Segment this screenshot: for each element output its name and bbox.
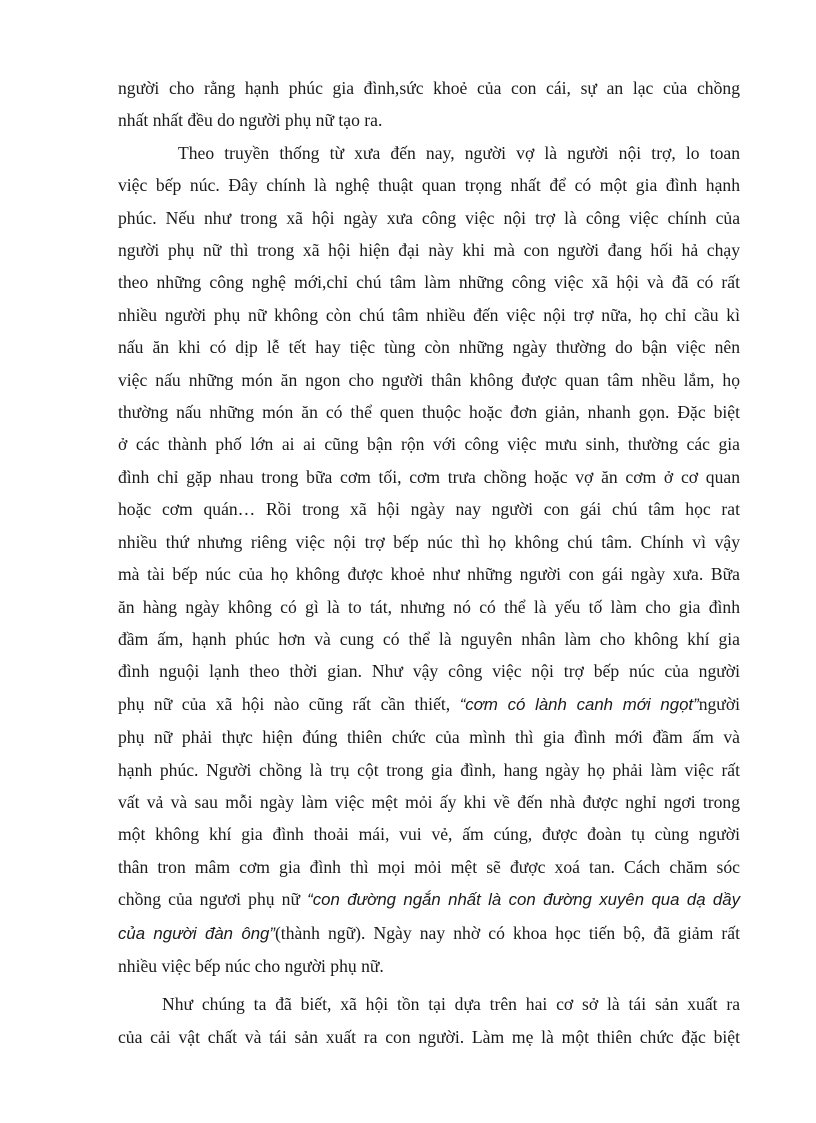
text-line: hạnh phúc. Người chồng là trụ cột trong gia đình, hang ngày họ phải làm việc rất <box>118 759 740 780</box>
idiom-quote-end: của người đàn ông” <box>118 923 275 943</box>
body-text <box>118 72 740 1053</box>
idiom-quote: “con đường ngắn nhất là con đường xuyên qua dạ dầy <box>307 890 740 910</box>
text-line: thân tron mâm cơm gia đình thì mọi mỏi mệt sẽ được xoá tan. Cách chăm sóc <box>118 856 740 877</box>
text-line: nhiều việc bếp núc cho người phụ nữ. <box>118 955 384 976</box>
paragraph-housework <box>118 137 740 983</box>
text-segment: (thành ngữ). Ngày nay nhờ có khoa học tiến bộ, đã giảm rất <box>274 922 740 943</box>
text-line-with-quote <box>118 688 740 721</box>
text-line: mà tài bếp núc của họ không được khoẻ như những người con gái ngày xưa. Bữa <box>118 564 740 585</box>
text-line: nhiều thứ nhưng riêng việc nội trợ bếp núc thì họ không chú tâm. Chính vì vậy <box>118 531 740 552</box>
text-segment: phụ nữ của xã hội nào cũng rất cần thiết, <box>118 693 460 714</box>
text-line: nhất nhất đều do người phụ nữ tạo ra. <box>118 110 383 131</box>
text-line: đình nguội lạnh theo thời gian. Như vậy công việc nội trợ bếp núc của người <box>118 661 740 682</box>
text-line: nhiều người phụ nữ không còn chú tâm nhiều đến việc nội trợ nữa, họ chỉ cầu kì <box>118 304 740 325</box>
text-line: ăn hàng ngày không có gì là to tát, nhưng nó có thể là yếu tố làm cho gia đình <box>118 596 740 617</box>
text-line: đầm ấm, hạnh phúc hơn và cung có thể là nguyên nhân làm cho không khí gia <box>118 628 740 649</box>
text-line: người cho rằng hạnh phúc gia đình,sức khoẻ của con cái, sự an lạc của chồng <box>118 78 740 98</box>
text-line: hoặc cơm quán… Rồi trong xã hội ngày nay người con gái chú tâm học rat <box>118 499 740 520</box>
text-line: nấu ăn khi có dịp lễ tết hay tiệc tùng còn những ngày thường do bận việc nên <box>118 337 740 358</box>
paragraph-reproduction <box>118 988 740 1053</box>
proverb-quote: “cơm có lành canh mới ngọt” <box>459 694 699 714</box>
text-line: Theo truyền thống từ xưa đến nay, người vợ là người nội trợ, lo toan <box>178 142 740 163</box>
text-line: việc bếp núc. Đây chính là nghệ thuật quan trọng nhất để có một gia đình hạnh <box>118 175 740 196</box>
text-line: của cải vật chất và tái sản xuất ra con người. Làm mẹ là một thiên chức đặc biệt <box>118 1026 740 1047</box>
text-line-with-quote <box>118 883 740 916</box>
paragraph-intro <box>118 72 740 137</box>
text-line: ở các thành phố lớn ai ai cũng bận rộn với công việc mưu sinh, thường các gia <box>118 434 740 455</box>
text-line: người phụ nữ thì trong xã hội hiện đại này khi mà con người đang hối hả chạy <box>118 240 740 261</box>
text-segment: chồng của ngươi phụ nữ <box>118 889 308 910</box>
text-segment: người <box>698 693 741 714</box>
text-line: việc nấu những món ăn ngon cho người thân không được quan tâm nhều lắm, họ <box>118 369 740 390</box>
text-line: Như chúng ta đã biết, xã hội tồn tại dựa trên hai cơ sở là tái sản xuất ra <box>162 994 740 1015</box>
text-line: phụ nữ phải thực hiện đúng thiên chức của mình thì gia đình mới đầm ấm và <box>118 727 740 748</box>
text-line: thường nấu những món ăn có thể quen thuộc hoặc đơn giản, nhanh gọn. Đặc biệt <box>118 402 740 423</box>
text-line: vất vả và sau mỗi ngày làm việc mệt mỏi ấy khi về đến nhà được nghỉ ngơi trong <box>118 791 740 812</box>
text-line: theo những công nghệ mới,chỉ chú tâm làm những công việc xã hội và đã có rất <box>118 272 740 293</box>
text-line: một không khí gia đình thoải mái, vui vẻ, ấm cúng, được đoàn tụ cùng người <box>118 824 740 845</box>
text-line: phúc. Nếu như trong xã hội ngày xưa công việc nội trợ là công việc chính của <box>118 207 740 228</box>
text-line: đình chỉ gặp nhau trong bữa cơm tối, cơm trưa chồng hoặc vợ ăn cơm ở cơ quan <box>118 466 740 487</box>
text-line-with-quote <box>118 917 740 950</box>
